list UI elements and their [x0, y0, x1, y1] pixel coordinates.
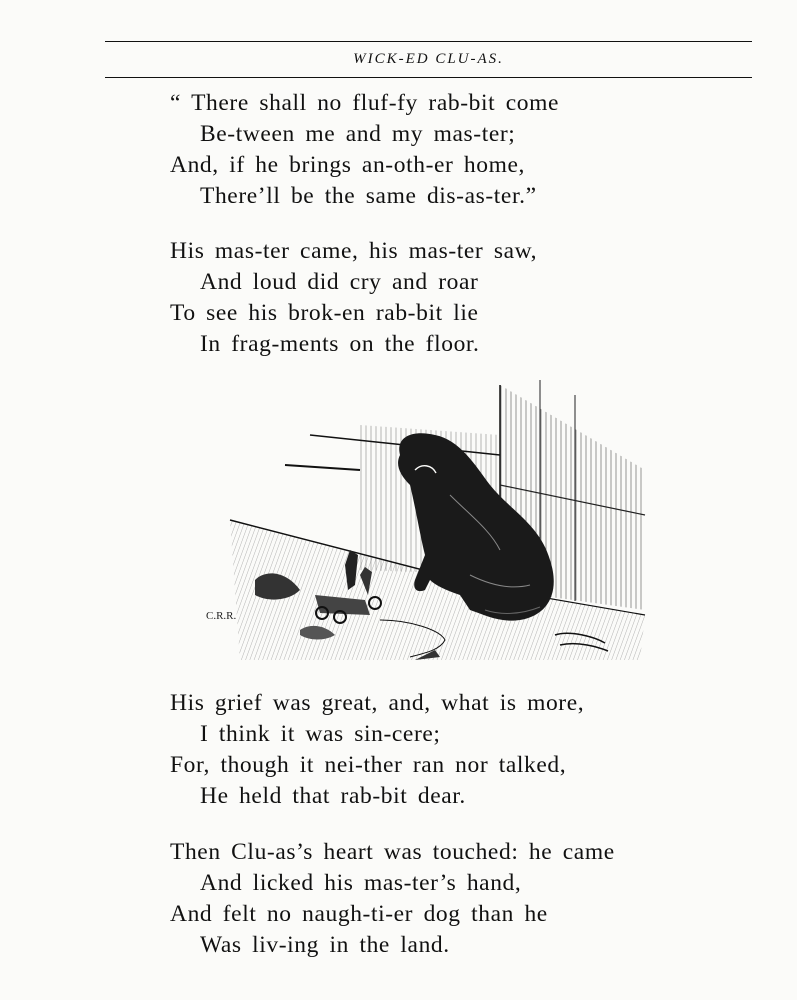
verse-line: He held that rab-bit dear.	[200, 783, 466, 809]
stanza-3	[170, 688, 584, 812]
running-title: WICK-ED CLU-AS.	[353, 51, 504, 67]
dog-illustration	[200, 375, 660, 675]
verse-line: Then Clu-as’s heart was touched: he came	[170, 839, 615, 865]
verse-line: His grief was great, and, what is more,	[170, 690, 585, 716]
verse-line: Be-tween me and my mas-ter;	[200, 121, 516, 147]
verse-line: And, if he brings an-oth-er home,	[170, 152, 526, 178]
verse-line: “ There shall no fluf-fy rab-bit come	[170, 90, 559, 116]
verse-line: And licked his mas-ter’s hand,	[200, 870, 522, 896]
verse-line: And felt no naugh-ti-er dog than he	[170, 901, 548, 927]
header-rule-top	[105, 41, 752, 42]
verse-line: I think it was sin-cere;	[200, 721, 441, 747]
header-rule-bottom	[105, 77, 752, 78]
verse-line: In frag-ments on the floor.	[200, 331, 480, 357]
verse-line: His mas-ter came, his mas-ter saw,	[170, 238, 538, 264]
artist-signature	[206, 610, 237, 622]
stanza-2	[170, 236, 537, 360]
stanza-1	[170, 88, 559, 212]
verse-line: There’ll be the same dis-as-ter.”	[200, 183, 537, 209]
verse-line: Was liv-ing in the land.	[200, 932, 450, 958]
svg-text:C.R.R.: C.R.R.	[206, 610, 237, 622]
stanza-4	[170, 837, 615, 961]
verse-line: For, though it nei-ther ran nor talked,	[170, 752, 567, 778]
verse-line: And loud did cry and roar	[200, 269, 479, 295]
verse-line: To see his brok-en rab-bit lie	[170, 300, 479, 326]
